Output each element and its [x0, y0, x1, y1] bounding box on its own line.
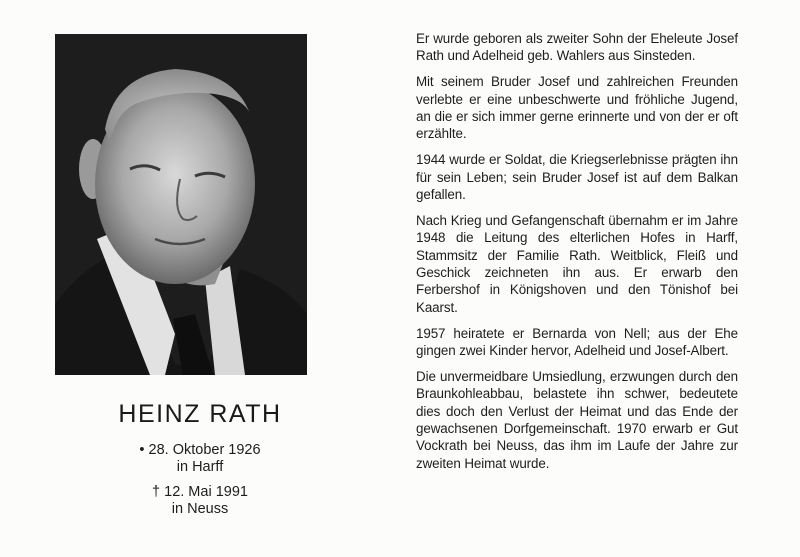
birth-date-line: [55, 442, 345, 459]
biography-paragraph: Die unvermeidbare Umsiedlung, erzwungen durch den Braunkohleabbau, belastete ihn schwer, bedeutete dies doch den Verlust der Heimat und das Ende der gewachsenen Dorfgemeinschaft. 1970 erwarb er Gut Vockrath bei Neuss, das ihm im Laufe der Jahre zur zweiten Heimat wurde.: [416, 369, 738, 471]
deceased-name: HEINZ RATH: [118, 400, 282, 428]
biography-paragraph: 1944 wurde er Soldat, die Kriegserlebnisse prägten ihn für sein Leben; sein Bruder Josef ist auf dem Balkan gefallen.: [416, 152, 738, 202]
birth-symbol-icon: •: [139, 442, 145, 458]
life-dates: [55, 442, 345, 526]
birth-info: [55, 442, 345, 476]
birth-date: 28. Oktober 1926: [148, 442, 261, 458]
biography-paragraph: Nach Krieg und Gefangenschaft übernahm er im Jahre 1948 die Leitung des elterlichen Hofes in Harff, Stammsitz der Familie Rath. Weitblick, Fleiß und Geschick zeichneten ihn aus. Er erwarb den Ferbershof in Königshoven und den Tönishof bei Kaarst.: [416, 213, 738, 315]
birth-place: in Harff: [176, 459, 224, 475]
biography-paragraph: Er wurde geboren als zweiter Sohn der Eheleute Josef Rath und Adelheid geb. Wahlers aus Sinsteden.: [416, 31, 738, 64]
death-date-line: [55, 484, 345, 501]
death-place: in Neuss: [171, 501, 229, 517]
death-date: 12. Mai 1991: [164, 484, 248, 500]
biography-paragraph: Mit seinem Bruder Josef und zahlreichen Freunden verlebte er eine unbeschwerte und fröhliche Jugend, an die er sich immer gerne erinnerte und von der er oft erzählte.: [416, 74, 738, 142]
death-info: [55, 484, 345, 518]
portrait-photo: [55, 34, 307, 375]
biography-paragraph: 1957 heiratete er Bernarda von Nell; aus der Ehe gingen zwei Kinder hervor, Adelheid und Josef-Albert.: [416, 325, 738, 358]
biography: [416, 30, 738, 481]
cross-icon: †: [152, 484, 161, 500]
portrait-icon: [55, 34, 307, 375]
